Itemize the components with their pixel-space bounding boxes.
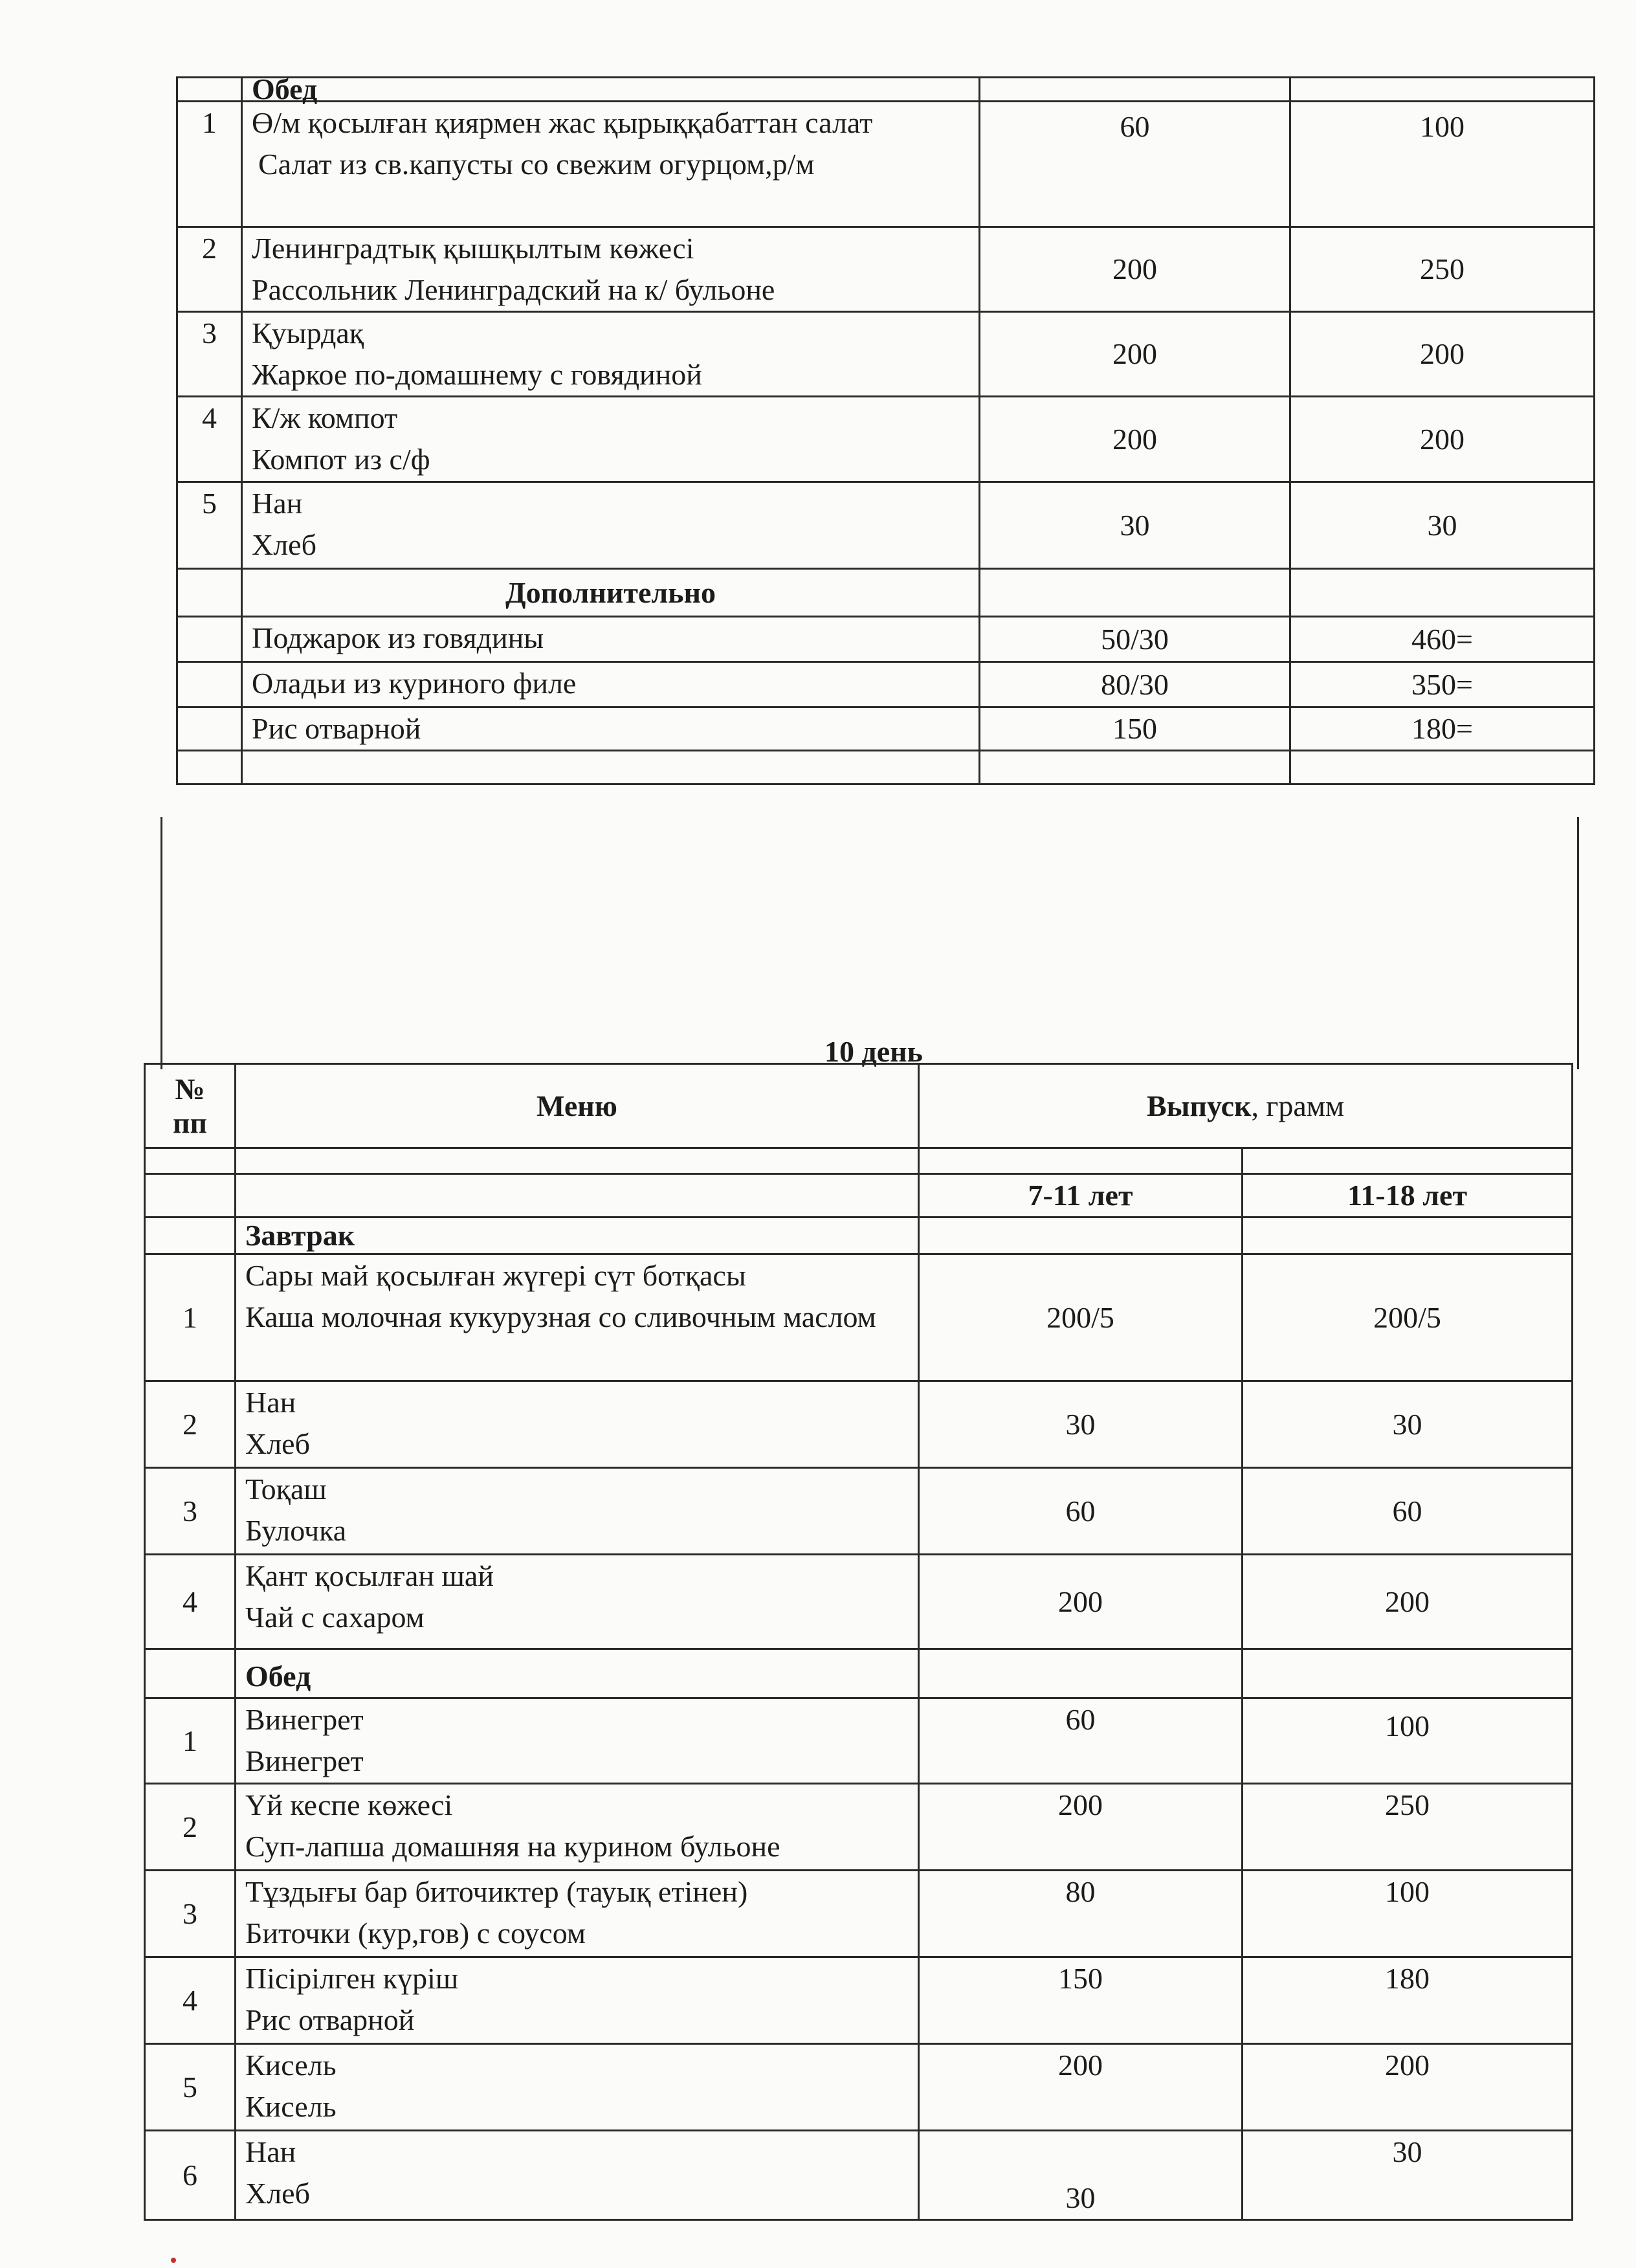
portion-7-11: 60 (919, 1698, 1243, 1784)
portion-11-18: 180 (1243, 1957, 1573, 2044)
table-row (145, 1468, 1573, 1555)
table-row (145, 1698, 1573, 1784)
portion-7-11: 150 (919, 1957, 1243, 2044)
table-row (177, 397, 1595, 482)
age-11-18-header: 11-18 лет (1243, 1174, 1573, 1217)
extra-portion: 80/30 (980, 662, 1290, 707)
dish-cell (242, 227, 980, 312)
table-row (145, 1871, 1573, 1957)
extras-title: Дополнительно (242, 569, 980, 617)
dish-name-kz: Ленинградтық қышқылтым көжесі (252, 232, 694, 265)
portion-11-18: 250 (1243, 1784, 1573, 1871)
portion-7-11: 200 (980, 397, 1290, 482)
dish-name-kz: Пісірілген күріш (245, 1962, 459, 1995)
extra-dish-name: Рис отварной (242, 707, 980, 751)
dish-name-ru: Салат из св.капусты со свежим огурцом,р/м (258, 148, 815, 181)
extra-dish-name: Оладьи из куриного филе (242, 662, 980, 707)
dish-cell (242, 312, 980, 397)
dish-name-ru: Компот из с/ф (252, 443, 430, 476)
portion-11-18: 60 (1243, 1468, 1573, 1555)
dish-name-kz: Тоқаш (245, 1473, 327, 1506)
header-menu: Меню (236, 1064, 919, 1148)
table-row (145, 1381, 1573, 1468)
portion-11-18: 200 (1243, 2044, 1573, 2131)
dish-cell (236, 1957, 919, 2044)
portion-7-11: 30 (980, 482, 1290, 569)
portion-7-11: 80 (919, 1871, 1243, 1957)
portion-11-18: 30 (1290, 482, 1595, 569)
portion-11-18: 30 (1243, 1381, 1573, 1468)
dish-name-kz: Сары май қосылған жүгері сүт ботқасы (245, 1259, 746, 1292)
portion-7-11: 200 (980, 312, 1290, 397)
header-number: № пп (145, 1064, 236, 1148)
empty-row (177, 751, 1595, 784)
table-row (145, 2044, 1573, 2131)
portion-11-18: 100 (1243, 1871, 1573, 1957)
dish-name-ru: Чай с сахаром (245, 1601, 425, 1634)
row-number: 3 (177, 312, 242, 397)
dish-name-kz: Нан (245, 2135, 296, 2168)
row-number: 5 (145, 2044, 236, 2131)
dish-cell (236, 2131, 919, 2220)
row-number: 3 (145, 1468, 236, 1555)
blank-area-frame (160, 817, 1579, 1069)
age-7-11-header: 7-11 лет (919, 1174, 1243, 1217)
dish-cell (236, 1254, 919, 1381)
portion-7-11: 60 (980, 102, 1290, 227)
dish-cell (242, 102, 980, 227)
header-subrow (145, 1148, 1573, 1174)
breakfast-section-row (145, 1217, 1573, 1254)
dish-name-ru: Винегрет (245, 1744, 364, 1777)
portion-7-11: 200 (919, 2044, 1243, 2131)
dish-name-ru: Булочка (245, 1514, 347, 1547)
dish-name-ru: Жаркое по-домашнему с говядиной (252, 358, 702, 391)
dish-cell (236, 1871, 919, 1957)
red-ink-mark (171, 2258, 176, 2263)
portion-11-18: 200 (1290, 312, 1595, 397)
extra-portion: 50/30 (980, 617, 1290, 662)
day-title: 10 день (824, 1035, 923, 1068)
row-number: 5 (177, 482, 242, 569)
table-row (177, 617, 1595, 662)
header-output (919, 1064, 1573, 1148)
row-number: 2 (145, 1381, 236, 1468)
row-number: 4 (177, 397, 242, 482)
extra-dish-name: Поджарок из говядины (242, 617, 980, 662)
extras-section-row (177, 569, 1595, 617)
dish-name-kz: Қуырдақ (252, 317, 364, 350)
table-row (177, 312, 1595, 397)
table-row (177, 707, 1595, 751)
age-header-row (145, 1174, 1573, 1217)
portion-11-18: 250 (1290, 227, 1595, 312)
section-title: Обед (242, 78, 980, 102)
dish-name-kz: Кисель (245, 2049, 337, 2082)
table-row (177, 102, 1595, 227)
row-number: 2 (145, 1784, 236, 1871)
dish-name-kz: Нан (252, 487, 303, 520)
row-number: 1 (145, 1698, 236, 1784)
dish-name-ru: Суп-лапша домашняя на курином бульоне (245, 1830, 780, 1863)
header-row (145, 1064, 1573, 1148)
extra-price: 460= (1290, 617, 1595, 662)
dish-name-ru: Хлеб (245, 1427, 310, 1460)
table-row (177, 662, 1595, 707)
previous-day-menu-table (176, 72, 1595, 785)
dish-name-ru: Каша молочная кукурузная со сливочным маслом (245, 1300, 876, 1333)
extra-portion: 150 (980, 707, 1290, 751)
row-number: 2 (177, 227, 242, 312)
header-output-label: Выпуск (1146, 1089, 1252, 1122)
lunch-section-row (145, 1649, 1573, 1698)
header-output-unit: , грамм (1251, 1089, 1345, 1122)
table-row (145, 1784, 1573, 1871)
portion-7-11: 200 (919, 1784, 1243, 1871)
dish-name-ru: Рассольник Ленинградский на к/ бульоне (252, 273, 775, 306)
table-row (145, 2131, 1573, 2220)
table-row (145, 1957, 1573, 2044)
row-number: 4 (145, 1957, 236, 2044)
dish-cell (242, 482, 980, 569)
dish-cell (236, 1381, 919, 1468)
portion-7-11: 200 (980, 227, 1290, 312)
row-number: 3 (145, 1871, 236, 1957)
portion-7-11: 30 (919, 1381, 1243, 1468)
dish-name-kz: Тұздығы бар биточиктер (тауық етінен) (245, 1875, 748, 1908)
portion-7-11: 30 (919, 2131, 1243, 2220)
table-row (177, 227, 1595, 312)
table-row (177, 482, 1595, 569)
portion-11-18: 100 (1243, 1698, 1573, 1784)
row-number: 1 (177, 102, 242, 227)
portion-7-11: 200 (919, 1555, 1243, 1649)
dish-name-ru: Рис отварной (245, 2003, 415, 2036)
dish-cell (242, 397, 980, 482)
portion-11-18: 200/5 (1243, 1254, 1573, 1381)
dish-name-kz: К/ж компот (252, 401, 398, 434)
dish-cell (236, 1784, 919, 1871)
section-title: Обед (236, 1649, 919, 1698)
day10-menu-table (144, 1063, 1573, 2221)
lunch-section-row (177, 78, 1595, 102)
dish-name-ru: Биточки (кур,гов) с соусом (245, 1917, 586, 1950)
section-title: Завтрак (236, 1217, 919, 1254)
dish-name-kz: Ө/м қосылған қиярмен жас қырыққабаттан салат (252, 106, 873, 139)
table-row (145, 1254, 1573, 1381)
portion-7-11: 200/5 (919, 1254, 1243, 1381)
portion-11-18: 200 (1243, 1555, 1573, 1649)
table-row (145, 1555, 1573, 1649)
dish-name-kz: Қант қосылған шай (245, 1559, 494, 1592)
portion-11-18: 100 (1290, 102, 1595, 227)
dish-name-kz: Винегрет (245, 1703, 364, 1736)
dish-cell (236, 1555, 919, 1649)
dish-cell (236, 1698, 919, 1784)
extra-price: 350= (1290, 662, 1595, 707)
portion-7-11: 60 (919, 1468, 1243, 1555)
dish-cell (236, 2044, 919, 2131)
portion-11-18: 200 (1290, 397, 1595, 482)
dish-name-ru: Кисель (245, 2090, 337, 2123)
extra-price: 180= (1290, 707, 1595, 751)
portion-11-18: 30 (1243, 2131, 1573, 2220)
dish-name-ru: Хлеб (252, 528, 316, 561)
row-number: 6 (145, 2131, 236, 2220)
row-number: 4 (145, 1555, 236, 1649)
dish-cell (236, 1468, 919, 1555)
dish-name-kz: Нан (245, 1386, 296, 1419)
dish-name-kz: Үй кеспе көжесі (245, 1788, 453, 1821)
row-number: 1 (145, 1254, 236, 1381)
dish-name-ru: Хлеб (245, 2177, 310, 2210)
